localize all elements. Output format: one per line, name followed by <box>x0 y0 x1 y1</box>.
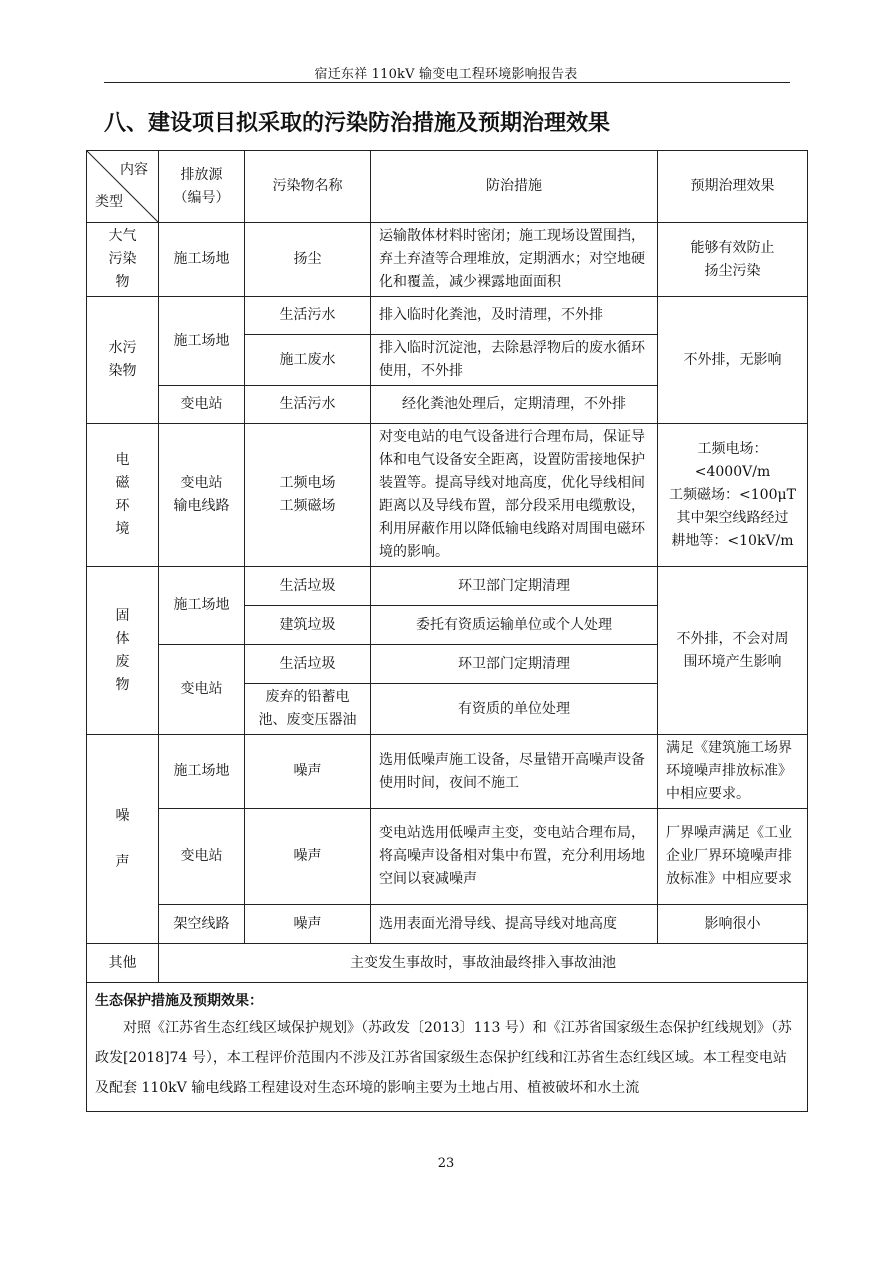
solid-measure-3: 环卫部门定期清理 <box>371 645 658 684</box>
header-type-label: 类型 <box>95 194 123 210</box>
table-row-em <box>87 424 808 567</box>
pollution-measures-table <box>86 150 808 1112</box>
water-source-substation: 变电站 <box>159 386 245 424</box>
table-row-other <box>87 944 808 983</box>
solid-pollutant-3: 生活垃圾 <box>245 645 371 684</box>
header-source: 排放源 （编号） <box>159 151 245 223</box>
noise-pollutant-3: 噪声 <box>245 905 371 944</box>
header-measure: 防治措施 <box>371 151 658 223</box>
header-rule <box>104 82 790 83</box>
type-noise: 噪 声 <box>87 735 159 944</box>
noise-source-3: 架空线路 <box>159 905 245 944</box>
other-text: 主变发生事故时，事故油最终排入事故油池 <box>159 944 808 983</box>
noise-measure-3: 选用表面光滑导线、提高导线对地高度 <box>371 905 658 944</box>
table-row-noise-3 <box>87 905 808 944</box>
water-source-construction: 施工场地 <box>159 297 245 386</box>
em-source: 变电站 输电线路 <box>159 424 245 567</box>
noise-source-2: 变电站 <box>159 809 245 905</box>
noise-effect-1: 满足《建筑施工场界环境噪声排放标准》中相应要求。 <box>658 735 808 809</box>
water-measure-1: 排入临时化粪池，及时清理，不外排 <box>371 297 658 335</box>
solid-measure-4: 有资质的单位处理 <box>371 684 658 735</box>
table-row-noise-1 <box>87 735 808 809</box>
water-measure-2: 排入临时沉淀池，去除悬浮物后的废水循环使用，不外排 <box>371 335 658 386</box>
table-row-noise-2 <box>87 809 808 905</box>
table-row-air <box>87 223 808 297</box>
document-header: 宿迁东祥 110kV 输变电工程环境影响报告表 <box>314 67 578 82</box>
solid-pollutant-2: 建筑垃圾 <box>245 606 371 645</box>
air-source: 施工场地 <box>159 223 245 297</box>
noise-pollutant-2: 噪声 <box>245 809 371 905</box>
table-row-water-1 <box>87 297 808 335</box>
ecology-heading: 生态保护措施及预期效果： <box>95 993 263 1009</box>
table-row-ecology <box>87 983 808 1112</box>
solid-measure-2: 委托有资质运输单位或个人处理 <box>371 606 658 645</box>
noise-measure-2: 变电站选用低噪声主变，变电站合理布局，将高噪声设备相对集中布置，充分利用场地空间以衰减噪声 <box>371 809 658 905</box>
solid-pollutant-1: 生活垃圾 <box>245 567 371 606</box>
solid-source-substation: 变电站 <box>159 645 245 735</box>
solid-effect: 不外排，不会对周 围环境产生影响 <box>658 567 808 735</box>
type-water: 水污 染物 <box>87 297 159 424</box>
table-row-solid-1 <box>87 567 808 606</box>
table-header-row <box>87 151 808 223</box>
water-pollutant-3: 生活污水 <box>245 386 371 424</box>
noise-effect-3: 影响很小 <box>658 905 808 944</box>
noise-measure-1: 选用低噪声施工设备，尽量错开高噪声设备使用时间，夜间不施工 <box>371 735 658 809</box>
solid-pollutant-4: 废弃的铅蓄电 池、废变压器油 <box>245 684 371 735</box>
type-em: 电 磁 环 境 <box>87 424 159 567</box>
page-number: 23 <box>437 1156 455 1171</box>
type-air: 大气 污染 物 <box>87 223 159 297</box>
em-measure: 对变电站的电气设备进行合理布局，保证导体和电气设备安全距离，设置防雷接地保护装置等。提高导线对地高度，优化导线相间距离以及导线布置，部分段采用电缆敷设，利用屏蔽作用以降低输电线路对周围电磁环境的影响。 <box>371 424 658 567</box>
em-effect: 工频电场： <4000V/m 工频磁场：<100μT 其中架空线路经过 耕地等：<10kV/m <box>658 424 808 567</box>
header-effect: 预期治理效果 <box>658 151 808 223</box>
noise-pollutant-1: 噪声 <box>245 735 371 809</box>
solid-source-construction: 施工场地 <box>159 567 245 645</box>
solid-measure-1: 环卫部门定期清理 <box>371 567 658 606</box>
type-solid: 固 体 废 物 <box>87 567 159 735</box>
noise-source-1: 施工场地 <box>159 735 245 809</box>
type-other: 其他 <box>87 944 159 983</box>
section-title: 八、建设项目拟采取的污染防治措施及预期治理效果 <box>104 111 611 136</box>
air-measure: 运输散体材料时密闭；施工现场设置围挡，弃土弃渣等合理堆放，定期洒水；对空地硬化和覆盖，减少裸露地面面积 <box>371 223 658 297</box>
ecology-paragraph: 对照《江苏省生态红线区域保护规划》（苏政发〔2013〕113 号）和《江苏省国家级生态保护红线规划》（苏政发[2018]74 号），本工程评价范围内不涉及江苏省国家级生态保护红线和江苏省生态红线区域。本工程变电站及配套 110kV 输电线路工程建设对生态环境的影响主要为土地占用、植被破坏和水土流 <box>95 1020 792 1096</box>
water-pollutant-2: 施工废水 <box>245 335 371 386</box>
header-content-label: 内容 <box>120 162 148 178</box>
diagonal-header-cell <box>87 151 159 223</box>
water-measure-3: 经化粪池处理后，定期清理，不外排 <box>371 386 658 424</box>
em-pollutant: 工频电场 工频磁场 <box>245 424 371 567</box>
air-effect: 能够有效防止 扬尘污染 <box>658 223 808 297</box>
header-pollutant: 污染物名称 <box>245 151 371 223</box>
noise-effect-2: 厂界噪声满足《工业企业厂界环境噪声排放标准》中相应要求 <box>658 809 808 905</box>
water-effect: 不外排，无影响 <box>658 297 808 424</box>
water-pollutant-1: 生活污水 <box>245 297 371 335</box>
air-pollutant: 扬尘 <box>245 223 371 297</box>
ecology-cell <box>87 983 808 1112</box>
